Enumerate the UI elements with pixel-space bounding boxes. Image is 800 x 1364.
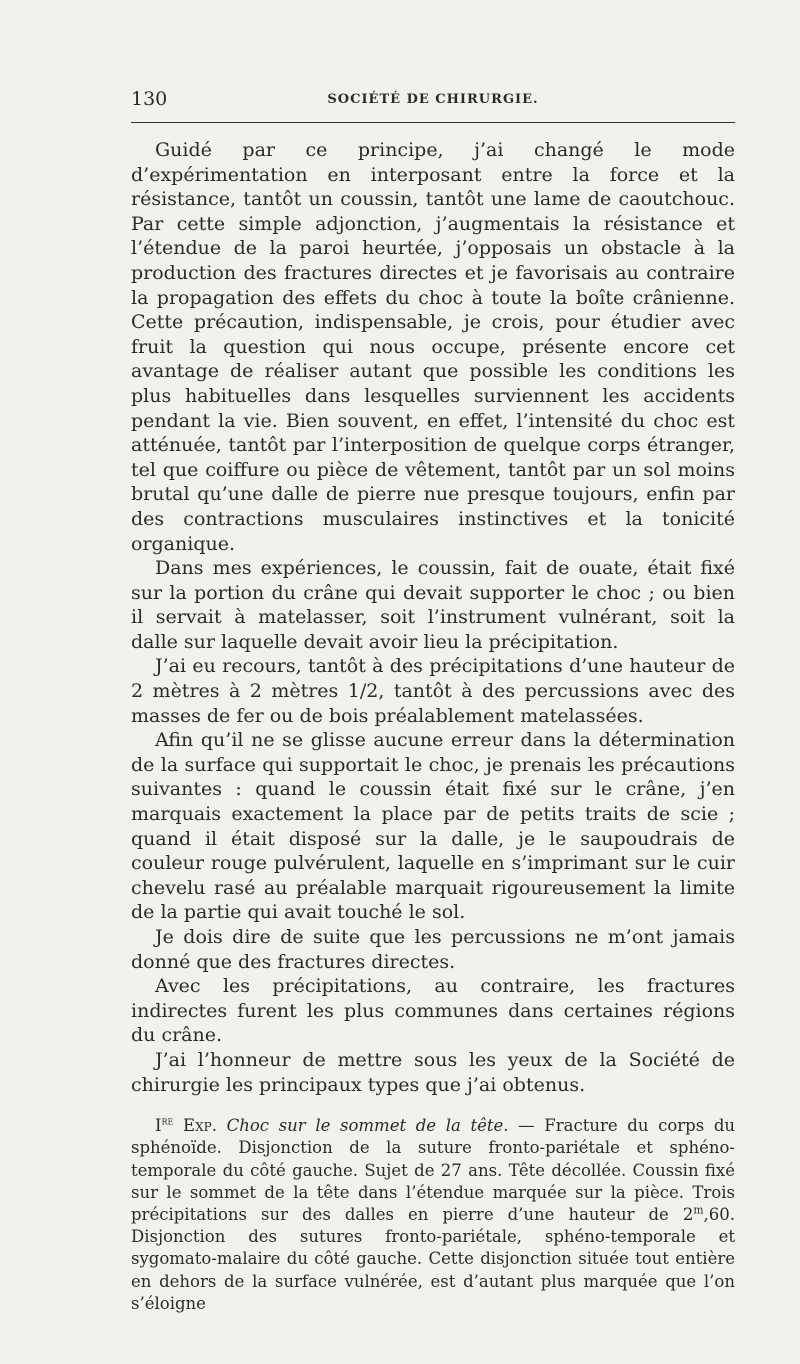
- page-number: 130: [131, 88, 168, 110]
- experiment-text-continued: ,60. Disjonction des sutures fronto-pariétale, sphéno-temporale et sygomato-malaire du côté gauche. Cette disjonction située tout entière en dehors de la surface vulnérée, est d’autant plus marquée que l’on s’éloigne: [131, 1204, 735, 1313]
- experiment-title: Choc sur le sommet de la tête.: [226, 1116, 509, 1136]
- experiment-label-abbrev: Exp.: [173, 1116, 217, 1136]
- experiment-paragraph: [131, 1115, 735, 1315]
- experiment-note: [131, 1115, 735, 1315]
- paragraph: Avec les précipitations, au contraire, les fractures indirectes furent les plus communes dans certaines régions du crâne.: [131, 975, 735, 1047]
- paragraph: J’ai eu recours, tantôt à des précipitations d’une hauteur de 2 mètres à 2 mètres 1/2, tantôt à des percussions avec des masses de fer ou de bois préalablement matelassées.: [131, 655, 735, 727]
- paragraph: Guidé par ce principe, j’ai changé le mode d’expérimentation en interposant entre la force et la résistance, tantôt un coussin, tantôt une lame de caoutchouc. Par cette simple adjonction, j’augmentais la résistance et l’étendue de la paroi heurtée, j’opposais un obstacle à la production des fractures directes et je favorisais au contraire la propagation des effets du choc à toute la boîte crânienne. Cette précaution, indispensable, je crois, pour étudier avec fruit la question qui nous occupe, présente encore cet avantage de réaliser autant que possible les conditions les plus habituelles dans lesquelles surviennent les accidents pendant la vie. Bien souvent, en effet, l’intensité du choc est atténuée, tantôt par l’interposition de quelque corps étranger, tel que coiffure ou pièce de vêtement, tantôt par un sol moins brutal qu’une dalle de pierre nue presque toujours, enfin par des contractions musculaires instinctives et la tonicité organique.: [131, 139, 735, 555]
- page-header: [131, 88, 735, 118]
- main-text: [131, 138, 735, 1097]
- unit-superscript: m: [693, 1203, 704, 1217]
- paragraph: Afin qu’il ne se glisse aucune erreur dans la détermination de la surface qui supportait le choc, je prenais les précautions suivantes : quand le coussin était fixé sur le crâne, j’en marquais exactement la place par de petits traits de scie ; quand il était disposé sur la dalle, je le saupoudrais de couleur rouge pulvérulent, laquelle en s’imprimant sur le cuir chevelu rasé au préalable marquait rigoureusement la limite de la partie qui avait touché le sol.: [131, 729, 735, 924]
- experiment-label-roman: I: [155, 1116, 162, 1136]
- experiment-text: — Fracture du corps du sphénoïde. Disjonction de la suture fronto-pariétale et sphéno-temporale du côté gauche. Sujet de 27 ans. Tête décollée. Coussin fixé sur le sommet de la tête dans l’étendue marquée sur la pièce. Trois précipitations sur des dalles en pierre d’une hauteur de 2: [131, 1116, 736, 1224]
- paragraph: Dans mes expériences, le coussin, fait de ouate, était fixé sur la portion du crâne qui devait supporter le choc ; ou bien il servait à matelasser, soit l’instrument vulnérant, soit la dalle sur laquelle devait avoir lieu la précipitation.: [131, 557, 735, 653]
- experiment-label-sup: re: [161, 1114, 174, 1128]
- experiment-label: [155, 1116, 217, 1135]
- running-head: SOCIÉTÉ DE CHIRURGIE.: [327, 92, 539, 107]
- header-rule: [131, 122, 735, 123]
- paragraph: J’ai l’honneur de mettre sous les yeux de la Société de chirurgie les principaux types que j’ai obtenus.: [131, 1048, 735, 1096]
- paragraph: Je dois dire de suite que les percussions ne m’ont jamais donné que des fractures directes.: [131, 926, 735, 973]
- page-body: [131, 138, 735, 1315]
